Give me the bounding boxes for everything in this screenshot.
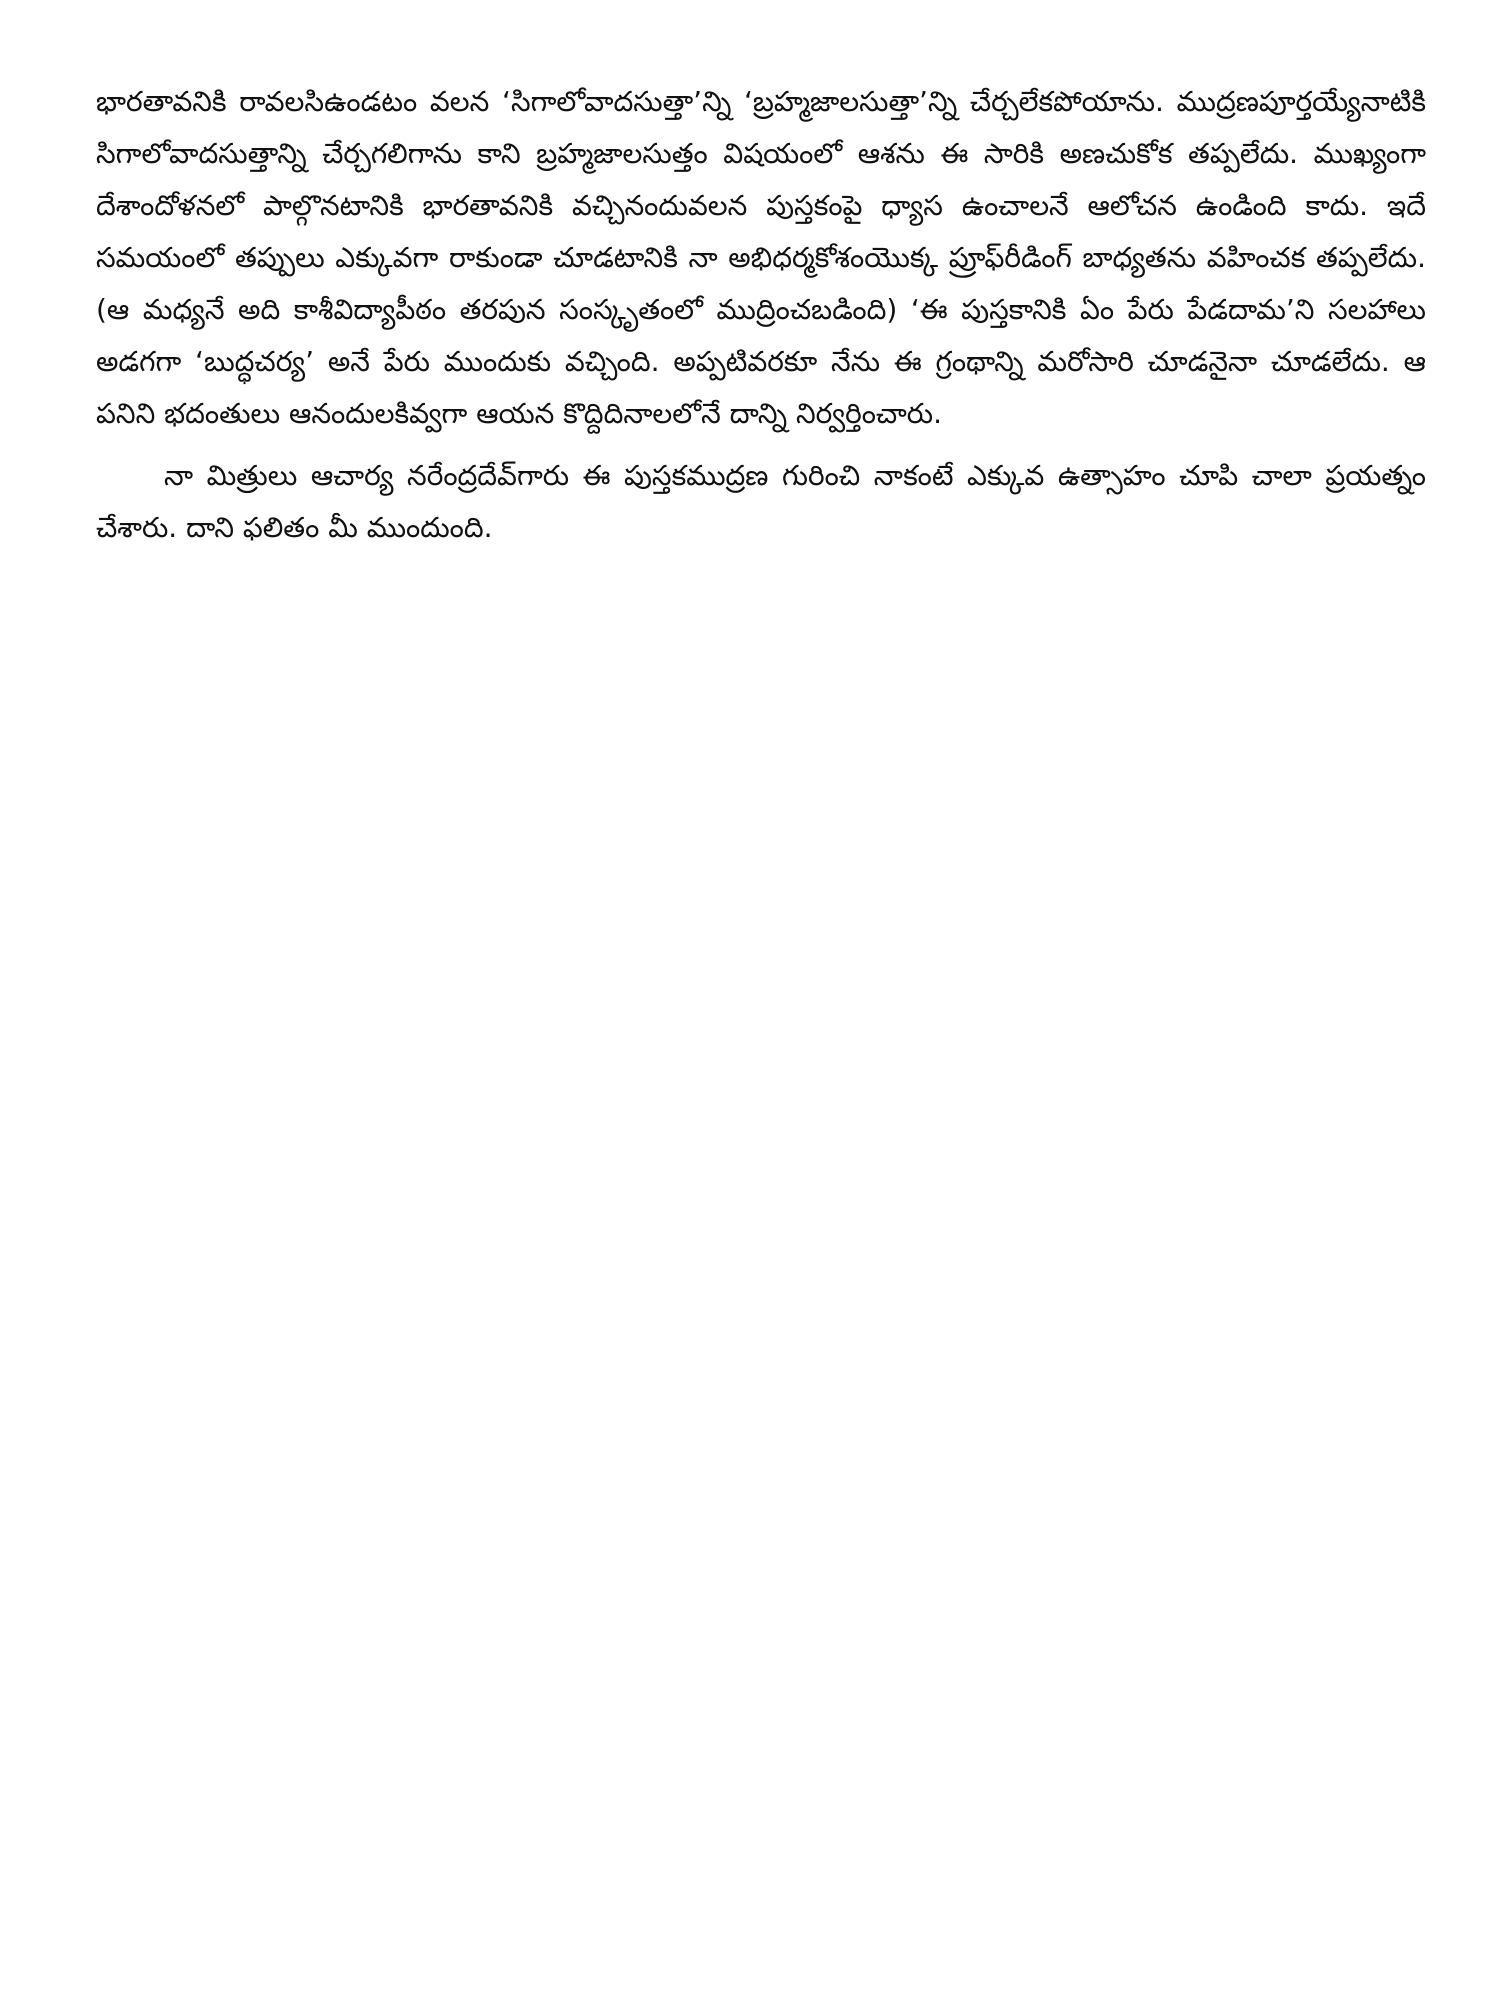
paragraph-1: భారతావనికి రావలసిఉండటం వలన ‘సిగాలోవాదసుత్తా’న్ని ‘బ్రహ్మజాలసుత్తా’న్ని చేర్చలేకపోయాను. ముద్రణపూర్తయ్యేనాటికి సిగాలోవాదసుత్తాన్ని చేర్చగలిగాను కాని బ్రహ్మజాలసుత్తం విషయంలో ఆశను ఈ సారికి అణచుకోక తప్పలేదు. ముఖ్యంగా దేశాందోళనలో పాల్గొనటానికి భారతావనికి వచ్చినందువలన పుస్తకంపై ధ్యాస ఉంచాలనే ఆలోచన ఉండింది కాదు. ఇదే సమయంలో తప్పులు ఎక్కువగా రాకుండా చూడటానికి నా అభిధర్మకోశంయొక్క ప్రూఫ్‌రీడింగ్ బాధ్యతను వహించక తప్పలేదు. (ఆ మధ్యనే అది కాశీవిద్యాపీఠం తరపున సంస్కృతంలో ముద్రించబడింది) ‘ఈ పుస్తకానికి ఏం పేరు పేడదామ’ని సలహాలు అడగగా ‘బుద్ధచర్య’ అనే పేరు ముందుకు వచ్చింది. అప్పటివరకూ నేను ఈ గ్రంథాన్ని మరోసారి చూడనైనా చూడలేదు. ఆ పనిని భదంతులు ఆనందులకివ్వగా ఆయన కొద్దిదినాలలోనే దాన్ని నిర్వర్తించారు. bbox=[96, 85, 1426, 430]
body-text bbox=[96, 76, 1426, 554]
paragraph-2: నా మిత్రులు ఆచార్య నరేంద్రదేవ్‌గారు ఈ పుస్తకముద్రణ గురించి నాకంటే ఎక్కువ ఉత్సాహం చూపి చాలా ప్రయత్నం చేశారు. దాని ఫలితం మీ ముందుంది. bbox=[96, 459, 1426, 544]
